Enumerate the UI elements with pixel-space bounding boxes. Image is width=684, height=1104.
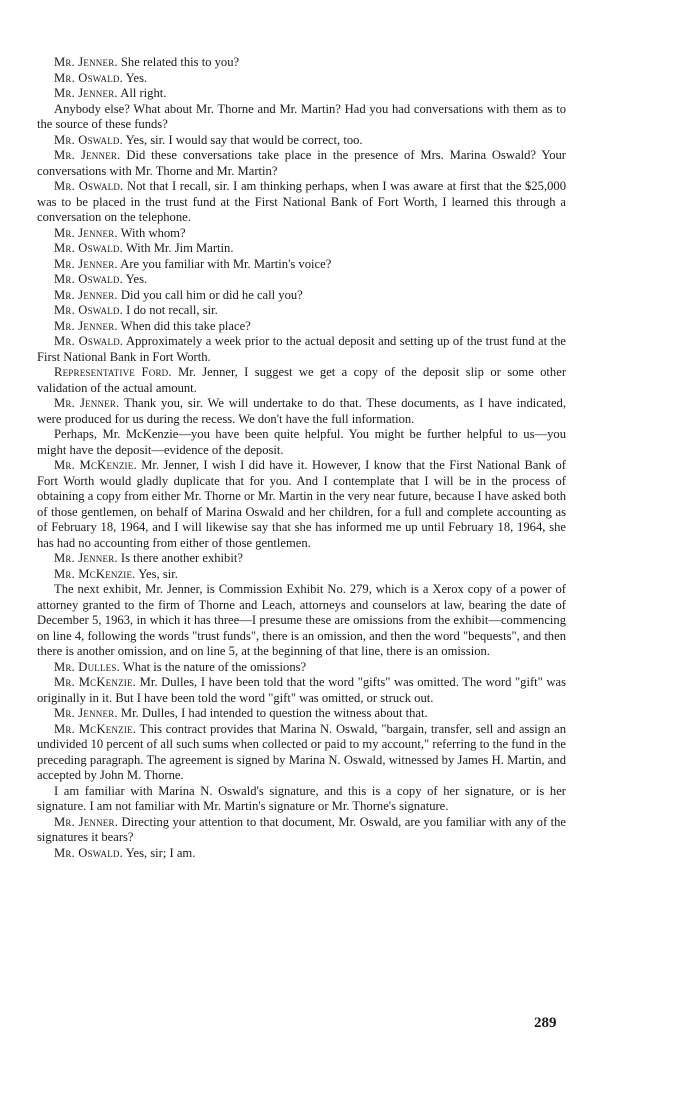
transcript-paragraph [37,86,566,102]
transcript-paragraph [37,660,566,676]
transcript-paragraph [37,303,566,319]
paragraph-text: With whom? [120,225,186,240]
paragraph-text: Mr. Dulles, I have been told that the word "gifts" was omitted. The word "gift" was originally in it. But I have been told the word "gift" was omitted, or struck out. [37,675,567,705]
paragraph-text: This contract provides that Marina N. Oswald, "bargain, transfer, sell and assign an undivided 10 percent of all such sums when collected or paid to my account," referring to the fund in the preceding paragraph. The agreement is signed by Marina N. Oswald, witnessed by James H. Martin, and accepted by John M. Thorne. [37,721,567,782]
paragraph-text: Yes, sir. I would say that would be correct, too. [125,132,363,147]
speaker-name: Mr. McKenzie. [54,458,137,472]
paragraph-text: Did you call him or did he call you? [120,287,303,302]
speaker-name: Mr. Jenner. [54,225,118,240]
transcript-paragraph [37,675,566,706]
transcript-paragraph [37,396,566,427]
speaker-name: Mr. Jenner. [54,287,118,302]
paragraph-text: Yes. [125,70,148,85]
paragraph-text: When did this take place? [120,318,251,333]
transcript-paragraph [37,567,566,583]
paragraph-text: She related this to you? [120,55,240,69]
transcript-paragraph [37,784,566,815]
transcript-paragraph [37,582,566,660]
transcript-paragraph [37,179,566,226]
paragraph-text: Mr. Jenner, I wish I did have it. However, I know that the First National Bank of Fort Worth would gladly duplicate that for you. And I contemplate that I will be in the process of obtaining a copy from either Mr. Thorne or Mr. Martin in the very near future, because I have asked both of those gentlemen, on behalf of Marina Oswald and her children, for a full and complete accounting as of February 18, 1964, and I will likewise say that she has informed me up until February 18, 1964, she has had no accounting from either of those gentlemen. [37,458,566,550]
paragraph-text: All right. [120,86,167,100]
paragraph-text: Mr. Dulles, I had intended to question the witness about that. [120,706,428,720]
paragraph-text: I am familiar with Marina N. Oswald's signature, and this is a copy of her signature, or is her signature. I am not familiar with Mr. Martin's signature or Mr. Thorne's signature. [37,783,566,813]
transcript-paragraph [37,334,566,365]
transcript-paragraph [37,226,566,242]
transcript-paragraph [37,272,566,288]
speaker-name: Mr. Oswald. [54,303,123,317]
paragraph-text: What is the nature of the omissions? [122,659,307,674]
transcript-paragraph [37,706,566,722]
transcript-paragraph [37,815,566,846]
paragraph-text: I do not recall, sir. [126,303,218,317]
speaker-name: Mr. Jenner. [54,706,118,720]
transcript-paragraph [37,551,566,567]
paragraph-text: Thank you, sir. We will undertake to do that. These documents, as I have indicated, were produced for us during the recess. We don't have the full information. [37,396,566,426]
transcript-paragraph [37,288,566,304]
speaker-name: Mr. Oswald. [54,272,123,286]
paragraph-text: With Mr. Jim Martin. [125,241,234,255]
speaker-name: Mr. Oswald. [54,132,123,147]
transcript-paragraph [37,458,566,551]
transcript-body [37,55,566,861]
transcript-paragraph [37,148,566,179]
paragraph-text: Did these conversations take place in the presence of Mrs. Marina Oswald? Your conversations with Mr. Thorne and Mr. Martin? [37,148,566,178]
speaker-name: Mr. Oswald. [54,334,124,348]
speaker-name: Mr. McKenzie. [54,675,137,689]
speaker-name: Mr. Oswald. [54,70,123,85]
paragraph-text: Approximately a week prior to the actual deposit and setting up of the trust fund at the First National Bank in Fort Worth. [37,334,566,364]
paragraph-text: Anybody else? What about Mr. Thorne and Mr. Martin? Had you had conversations with them as to the source of these funds? [37,101,566,131]
transcript-paragraph [37,71,566,87]
speaker-name: Mr. Jenner. [54,318,118,333]
speaker-name: Mr. McKenzie. [54,721,137,736]
transcript-paragraph [37,722,566,784]
transcript-paragraph [37,241,566,257]
transcript-paragraph [37,846,566,862]
paragraph-text: Yes. [125,272,148,286]
paragraph-text: Is there another exhibit? [120,551,243,565]
speaker-name: Mr. Jenner. [54,148,121,162]
speaker-name: Mr. Jenner. [54,86,118,100]
page-number: 289 [534,1015,557,1031]
paragraph-text: Directing your attention to that document, Mr. Oswald, are you familiar with any of the signatures it bears? [37,814,566,844]
paragraph-text: The next exhibit, Mr. Jenner, is Commission Exhibit No. 279, which is a Xerox copy of a power of attorney granted to the firm of Thorne and Leach, attorneys and counselors at law, bearing the date of December 5, 1963, in which it has three—I presume these are omissions from the exhibit—commencing on line 4, following the words "trust funds", there is an omission, and then the word "bequests", and then there is another omission, and on line 5, at the beginning of that line, there is an omission. [37,582,566,658]
transcript-paragraph [37,365,566,396]
paragraph-text: Yes, sir. [138,566,178,581]
transcript-paragraph [37,55,566,71]
transcript-paragraph [37,257,566,273]
transcript-paragraph [37,102,566,133]
paragraph-text: Perhaps, Mr. McKenzie—you have been quite helpful. You might be further helpful to us—you might have the deposit—evidence of the deposit. [37,427,566,457]
transcript-paragraph [37,319,566,335]
speaker-name: Mr. Jenner. [54,551,118,565]
speaker-name: Mr. Jenner. [54,396,120,410]
speaker-name: Mr. Dulles. [54,659,120,674]
speaker-name: Mr. Jenner. [54,55,118,69]
transcript-paragraph [37,133,566,149]
speaker-name: Mr. Oswald. [54,241,123,255]
paragraph-text: Yes, sir; I am. [125,845,196,860]
speaker-name: Mr. Oswald. [54,845,123,860]
paragraph-text: Mr. Jenner, I suggest we get a copy of the deposit slip or some other validation of the actual amount. [37,365,567,395]
speaker-name: Mr. Jenner. [54,256,118,271]
paragraph-text: Not that I recall, sir. I am thinking perhaps, when I was aware at first that the $25,000 was to be placed in the trust fund at the First National Bank of Fort Worth, I learned this through a conversation on the telephone. [37,179,566,224]
speaker-name: Mr. McKenzie. [54,566,136,581]
transcript-paragraph [37,427,566,458]
speaker-name: Representative Ford. [54,365,172,379]
speaker-name: Mr. Oswald. [54,179,124,193]
speaker-name: Mr. Jenner. [54,814,119,829]
paragraph-text: Are you familiar with Mr. Martin's voice? [120,256,332,271]
